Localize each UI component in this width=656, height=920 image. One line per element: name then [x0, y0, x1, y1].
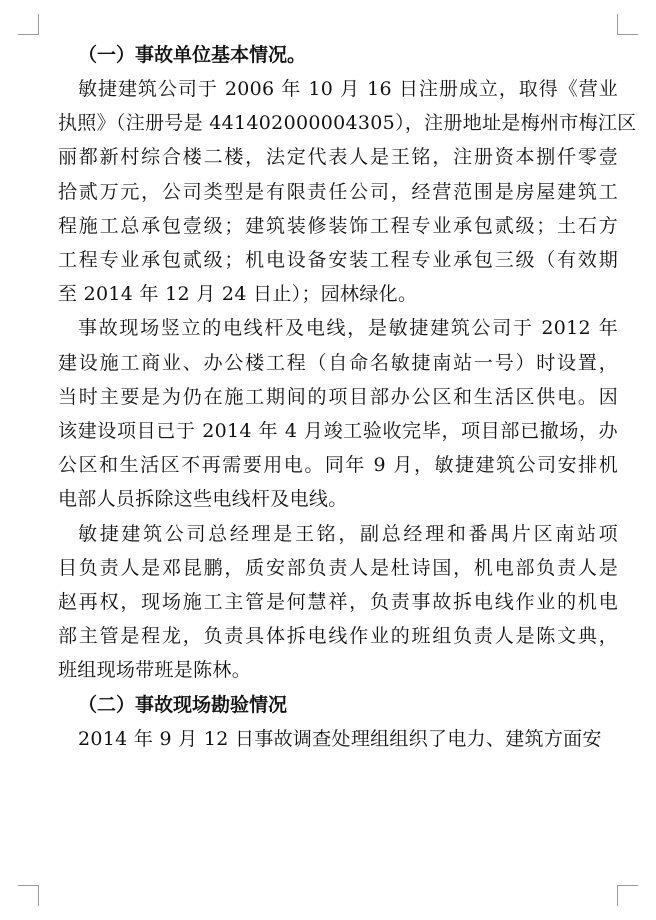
- text-line: 赵再权，现场施工主管是何慧祥，负责事故拆电线作业的机电: [58, 591, 618, 614]
- text-line: 建设施工商业、办公楼工程（自命名敏捷南站一号）时设置，: [58, 351, 618, 374]
- text-line: 程施工总承包壹级；建筑装修装饰工程专业承包贰级；土石方: [58, 214, 618, 237]
- text-line: 该建设项目已于 2014 年 4 月竣工验收完毕，项目部已撤场，办: [58, 420, 618, 443]
- text-line: 至 2014 年 12 月 24 日止）；园林绿化。: [58, 283, 418, 306]
- text-line: 目负责人是邓昆鹏，质安部负责人是杜诗国，机电部负责人是: [58, 556, 618, 579]
- crop-mark-bottom-right: [617, 885, 638, 906]
- text-line: 敏捷建筑公司总经理是王铭，副总经理和番禺片区南站项: [78, 522, 618, 545]
- text-line: 事故现场竖立的电线杆及电线，是敏捷建筑公司于 2012 年: [78, 317, 618, 340]
- text-line: 执照》（注册号是 441402000004305），注册地址是梅州市梅江区: [58, 112, 637, 135]
- paragraph: [58, 722, 618, 756]
- text-line: 部主管是程龙，负责具体拆电线作业的班组负责人是陈文典，: [58, 625, 618, 648]
- section-heading: （二）事故现场勘验情况: [78, 693, 288, 716]
- text-line: 拾贰万元，公司类型是有限责任公司，经营范围是房屋建筑工: [58, 180, 618, 203]
- text-line: 班组现场带班是陈林。: [58, 659, 252, 682]
- text-line: 敏捷建筑公司于 2006 年 10 月 16 日注册成立，取得《营业: [78, 78, 618, 100]
- crop-mark-top-right: [617, 14, 638, 35]
- text-line: 工程专业承包贰级；机电设备安装工程专业承包三级（有效期: [58, 249, 618, 272]
- text-line: 电部人员拆除这些电线杆及电线。: [58, 488, 348, 511]
- text-line: 公区和生活区不再需要用电。同年 9 月，敏捷建筑公司安排机: [58, 454, 618, 477]
- text-line: 2014 年 9 月 12 日事故调查处理组组织了电力、建筑方面安: [78, 727, 602, 750]
- crop-mark-bottom-left: [18, 885, 39, 906]
- crop-mark-top-left: [18, 14, 39, 35]
- paragraph: [58, 72, 637, 311]
- text-line: 当时主要是为仍在施工期间的项目部办公区和生活区供电。因: [58, 385, 618, 408]
- document-body: [58, 38, 637, 756]
- section-heading: （一）事故单位基本情况。: [78, 44, 307, 66]
- paragraph: [58, 311, 618, 516]
- text-line: 丽都新村综合楼二楼，法定代表人是王铭，注册资本捌仟零壹: [58, 146, 618, 169]
- paragraph: [58, 517, 618, 688]
